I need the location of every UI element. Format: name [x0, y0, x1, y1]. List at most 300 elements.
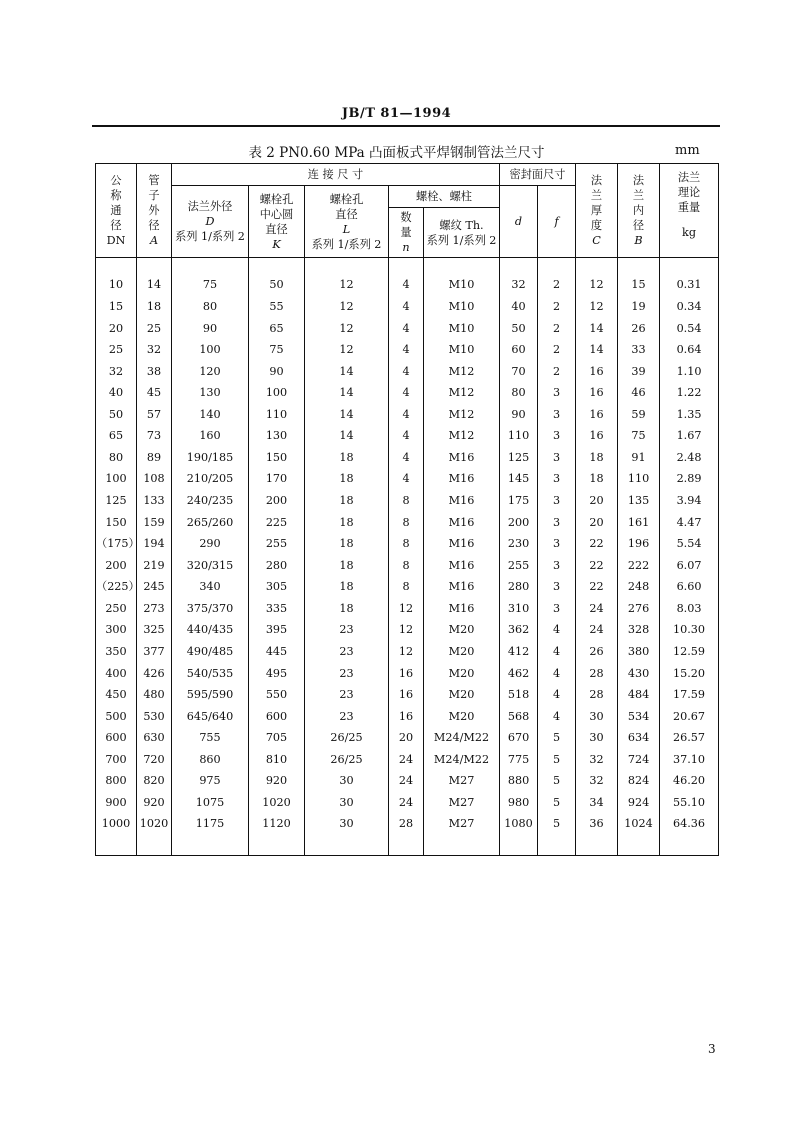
cell-weight: 46.20	[660, 770, 719, 792]
cell-bolt-count: 4	[389, 274, 424, 296]
cell-bore: 91	[618, 447, 660, 469]
cell-thickness: 16	[576, 382, 618, 404]
cell-bolt-hole: 26/25	[305, 727, 389, 749]
cell-flange-od: 130	[172, 382, 249, 404]
header-bolt-circle-line: 螺栓孔	[259, 192, 294, 206]
cell-dn: 400	[96, 662, 137, 684]
cell-bolt-circle: 495	[249, 662, 305, 684]
table-row	[96, 770, 719, 792]
cell-seal-d: 125	[500, 447, 538, 469]
cell-seal-f: 5	[538, 727, 576, 749]
cell-dn: 700	[96, 749, 137, 771]
cell-pipe-od: 57	[137, 404, 172, 426]
cell-thickness: 16	[576, 425, 618, 447]
cell-weight: 3.94	[660, 490, 719, 512]
table-spacer-row	[96, 258, 719, 275]
cell-bore: 1024	[618, 813, 660, 835]
cell-seal-d: 775	[500, 749, 538, 771]
cell-seal-d: 280	[500, 576, 538, 598]
cell-flange-od: 755	[172, 727, 249, 749]
header-pipe-od-char: 管	[148, 174, 160, 187]
cell-bore: 39	[618, 360, 660, 382]
cell-bore: 248	[618, 576, 660, 598]
cell-bolt-circle: 445	[249, 641, 305, 663]
header-bore-char: 内	[632, 204, 645, 217]
cell-weight: 4.47	[660, 511, 719, 533]
cell-thickness: 14	[576, 317, 618, 339]
cell-flange-od: 860	[172, 749, 249, 771]
cell-dn: 100	[96, 468, 137, 490]
cell-bolt-hole: 18	[305, 554, 389, 576]
cell-flange-od: 240/235	[172, 490, 249, 512]
cell-dn: 900	[96, 792, 137, 814]
header-bolt-hole	[305, 186, 389, 258]
cell-bolt-circle: 280	[249, 554, 305, 576]
cell-seal-d: 880	[500, 770, 538, 792]
cell-bolt-hole: 14	[305, 425, 389, 447]
cell-bolt-circle: 75	[249, 339, 305, 361]
header-rule	[92, 125, 720, 127]
header-bore-symbol: B	[634, 234, 643, 247]
cell-weight: 6.07	[660, 554, 719, 576]
cell-bore: 328	[618, 619, 660, 641]
cell-bolt-count: 24	[389, 749, 424, 771]
cell-thread: M24/M22	[424, 749, 500, 771]
cell-bolt-circle: 150	[249, 447, 305, 469]
cell-bolt-hole: 18	[305, 533, 389, 555]
cell-weight: 5.54	[660, 533, 719, 555]
cell-pipe-od: 18	[137, 296, 172, 318]
header-weight-line: 理论	[677, 186, 701, 199]
cell-bolt-hole: 23	[305, 641, 389, 663]
cell-dn: （225）	[96, 576, 137, 598]
table-row	[96, 705, 719, 727]
header-seal-f: f	[538, 186, 576, 258]
cell-thread: M16	[424, 598, 500, 620]
cell-weight: 0.64	[660, 339, 719, 361]
cell-bolt-count: 4	[389, 296, 424, 318]
cell-seal-d: 90	[500, 404, 538, 426]
cell-seal-f: 4	[538, 619, 576, 641]
cell-flange-od: 375/370	[172, 598, 249, 620]
cell-thread: M16	[424, 554, 500, 576]
header-thickness-symbol: C	[592, 234, 601, 247]
page-number: 3	[708, 1042, 716, 1056]
cell-pipe-od: 25	[137, 317, 172, 339]
cell-thickness: 12	[576, 274, 618, 296]
table-row	[96, 382, 719, 404]
table-end-padding	[96, 835, 719, 856]
header-flange-od	[172, 186, 249, 258]
cell-bolt-circle: 920	[249, 770, 305, 792]
table-row	[96, 447, 719, 469]
table-row	[96, 662, 719, 684]
table-row	[96, 619, 719, 641]
cell-flange-od: 1075	[172, 792, 249, 814]
cell-pipe-od: 377	[137, 641, 172, 663]
table-row	[96, 296, 719, 318]
header-thickness-char: 厚	[590, 204, 603, 217]
table-row	[96, 490, 719, 512]
cell-bore: 75	[618, 425, 660, 447]
cell-seal-d: 462	[500, 662, 538, 684]
cell-bolt-count: 16	[389, 684, 424, 706]
cell-bolt-count: 4	[389, 339, 424, 361]
cell-bolt-count: 12	[389, 619, 424, 641]
cell-dn: 10	[96, 274, 137, 296]
cell-seal-f: 4	[538, 641, 576, 663]
cell-bolt-hole: 12	[305, 317, 389, 339]
cell-thread: M16	[424, 511, 500, 533]
cell-bolt-circle: 100	[249, 382, 305, 404]
cell-pipe-od: 426	[137, 662, 172, 684]
header-weight	[660, 164, 719, 258]
header-flange-od-series: 系列 1/系列 2	[175, 230, 245, 243]
cell-weight: 64.36	[660, 813, 719, 835]
header-thickness-char: 度	[590, 219, 603, 232]
cell-pipe-od: 14	[137, 274, 172, 296]
cell-bolt-count: 24	[389, 770, 424, 792]
header-dn-char: 公	[110, 174, 122, 187]
cell-seal-d: 60	[500, 339, 538, 361]
cell-dn: 1000	[96, 813, 137, 835]
cell-thread: M10	[424, 339, 500, 361]
header-pipe-od-char: 子	[148, 189, 160, 202]
cell-bore: 380	[618, 641, 660, 663]
cell-bolt-count: 4	[389, 404, 424, 426]
header-thickness	[576, 164, 618, 258]
cell-bolt-hole: 30	[305, 813, 389, 835]
cell-flange-od: 595/590	[172, 684, 249, 706]
cell-seal-f: 3	[538, 425, 576, 447]
cell-thread: M16	[424, 533, 500, 555]
cell-bolt-hole: 23	[305, 619, 389, 641]
cell-flange-od: 90	[172, 317, 249, 339]
cell-bolt-count: 20	[389, 727, 424, 749]
cell-dn: 15	[96, 296, 137, 318]
cell-pipe-od: 530	[137, 705, 172, 727]
header-flange-od-label: 法兰外径	[187, 200, 233, 213]
cell-thread: M12	[424, 404, 500, 426]
cell-pipe-od: 194	[137, 533, 172, 555]
cell-flange-od: 100	[172, 339, 249, 361]
cell-flange-od: 75	[172, 274, 249, 296]
unit-label: mm	[675, 143, 700, 158]
cell-bolt-circle: 50	[249, 274, 305, 296]
cell-weight: 2.89	[660, 468, 719, 490]
cell-seal-f: 3	[538, 533, 576, 555]
cell-thickness: 20	[576, 490, 618, 512]
cell-bolt-hole: 30	[305, 792, 389, 814]
cell-thread: M20	[424, 619, 500, 641]
standard-code: JB/T 81—1994	[341, 106, 452, 121]
cell-thickness: 28	[576, 662, 618, 684]
header-bore-char: 兰	[632, 189, 645, 202]
cell-flange-od: 975	[172, 770, 249, 792]
cell-weight: 20.67	[660, 705, 719, 727]
header-thread-label: 螺纹 Th.	[439, 218, 484, 232]
table-body	[96, 258, 719, 856]
table-row	[96, 576, 719, 598]
cell-dn: 80	[96, 447, 137, 469]
header-pipe-od-char: 外	[148, 204, 160, 217]
cell-flange-od: 320/315	[172, 554, 249, 576]
cell-seal-d: 145	[500, 468, 538, 490]
cell-weight: 10.30	[660, 619, 719, 641]
header-dn-char: 称	[110, 189, 122, 202]
cell-dn: 200	[96, 554, 137, 576]
cell-weight: 37.10	[660, 749, 719, 771]
header-connection: 连 接 尺 寸	[172, 164, 500, 186]
cell-thread: M10	[424, 296, 500, 318]
cell-thread: M20	[424, 641, 500, 663]
header-bore-char: 法	[632, 174, 645, 187]
cell-weight: 12.59	[660, 641, 719, 663]
cell-bolt-count: 8	[389, 511, 424, 533]
cell-weight: 6.60	[660, 576, 719, 598]
cell-weight: 26.57	[660, 727, 719, 749]
cell-seal-f: 4	[538, 662, 576, 684]
cell-dn: 125	[96, 490, 137, 512]
header-bolt-count-char: 数	[400, 211, 412, 224]
cell-flange-od: 120	[172, 360, 249, 382]
cell-seal-f: 2	[538, 296, 576, 318]
cell-thread: M27	[424, 813, 500, 835]
cell-bolt-hole: 23	[305, 684, 389, 706]
cell-weight: 0.34	[660, 296, 719, 318]
cell-thickness: 16	[576, 404, 618, 426]
cell-thickness: 32	[576, 749, 618, 771]
cell-bolt-hole: 18	[305, 598, 389, 620]
cell-thread: M12	[424, 425, 500, 447]
cell-pipe-od: 720	[137, 749, 172, 771]
cell-bore: 484	[618, 684, 660, 706]
cell-seal-f: 3	[538, 598, 576, 620]
cell-thickness: 20	[576, 511, 618, 533]
table-row	[96, 339, 719, 361]
cell-bore: 15	[618, 274, 660, 296]
cell-dn: （175）	[96, 533, 137, 555]
cell-bolt-count: 4	[389, 382, 424, 404]
cell-thread: M12	[424, 382, 500, 404]
cell-bore: 824	[618, 770, 660, 792]
cell-dn: 20	[96, 317, 137, 339]
cell-bore: 222	[618, 554, 660, 576]
cell-thread: M16	[424, 576, 500, 598]
header-bolts: 螺栓、螺柱	[389, 186, 500, 208]
cell-seal-f: 5	[538, 813, 576, 835]
cell-pipe-od: 273	[137, 598, 172, 620]
cell-pipe-od: 159	[137, 511, 172, 533]
table-row	[96, 792, 719, 814]
cell-weight: 2.48	[660, 447, 719, 469]
cell-weight: 15.20	[660, 662, 719, 684]
cell-bolt-circle: 200	[249, 490, 305, 512]
cell-thickness: 22	[576, 554, 618, 576]
header-bolt-hole-symbol: L	[342, 222, 351, 236]
cell-thickness: 14	[576, 339, 618, 361]
cell-bolt-circle: 65	[249, 317, 305, 339]
cell-thickness: 24	[576, 598, 618, 620]
header-seal-d: d	[500, 186, 538, 258]
cell-bolt-circle: 130	[249, 425, 305, 447]
table-row	[96, 425, 719, 447]
cell-bolt-count: 4	[389, 468, 424, 490]
cell-pipe-od: 73	[137, 425, 172, 447]
cell-weight: 55.10	[660, 792, 719, 814]
cell-pipe-od: 133	[137, 490, 172, 512]
cell-bolt-circle: 600	[249, 705, 305, 727]
cell-dn: 350	[96, 641, 137, 663]
cell-bore: 33	[618, 339, 660, 361]
table-row	[96, 274, 719, 296]
cell-pipe-od: 219	[137, 554, 172, 576]
cell-bolt-circle: 55	[249, 296, 305, 318]
cell-weight: 17.59	[660, 684, 719, 706]
cell-thread: M20	[424, 684, 500, 706]
cell-thickness: 18	[576, 447, 618, 469]
cell-seal-f: 5	[538, 792, 576, 814]
cell-bolt-hole: 14	[305, 382, 389, 404]
cell-seal-f: 3	[538, 468, 576, 490]
header-bolt-hole-series: 系列 1/系列 2	[311, 237, 382, 251]
table-row	[96, 727, 719, 749]
cell-bolt-hole: 14	[305, 404, 389, 426]
header-bolt-count-symbol: n	[402, 241, 410, 254]
cell-bore: 46	[618, 382, 660, 404]
cell-bore: 634	[618, 727, 660, 749]
cell-thickness: 16	[576, 360, 618, 382]
cell-bolt-hole: 23	[305, 662, 389, 684]
cell-seal-f: 5	[538, 749, 576, 771]
cell-dn: 450	[96, 684, 137, 706]
cell-bore: 924	[618, 792, 660, 814]
header-bolt-circle-line: 中心圆	[259, 207, 294, 221]
cell-bolt-count: 28	[389, 813, 424, 835]
cell-flange-od: 190/185	[172, 447, 249, 469]
cell-thread: M20	[424, 705, 500, 727]
cell-thread: M24/M22	[424, 727, 500, 749]
header-thread	[424, 208, 500, 258]
cell-bolt-circle: 705	[249, 727, 305, 749]
cell-seal-d: 110	[500, 425, 538, 447]
cell-bolt-circle: 335	[249, 598, 305, 620]
cell-seal-d: 230	[500, 533, 538, 555]
cell-flange-od: 265/260	[172, 511, 249, 533]
cell-thread: M27	[424, 792, 500, 814]
cell-dn: 32	[96, 360, 137, 382]
cell-thickness: 28	[576, 684, 618, 706]
cell-pipe-od: 108	[137, 468, 172, 490]
cell-bolt-hole: 30	[305, 770, 389, 792]
header-bolt-hole-sub: 直径	[335, 207, 358, 221]
cell-dn: 800	[96, 770, 137, 792]
cell-flange-od: 490/485	[172, 641, 249, 663]
cell-seal-f: 2	[538, 339, 576, 361]
table-row	[96, 598, 719, 620]
cell-pipe-od: 325	[137, 619, 172, 641]
cell-pipe-od: 245	[137, 576, 172, 598]
cell-dn: 40	[96, 382, 137, 404]
cell-bore: 161	[618, 511, 660, 533]
cell-pipe-od: 480	[137, 684, 172, 706]
cell-bolt-count: 4	[389, 425, 424, 447]
cell-bore: 59	[618, 404, 660, 426]
cell-seal-d: 568	[500, 705, 538, 727]
cell-bolt-hole: 26/25	[305, 749, 389, 771]
cell-bore: 19	[618, 296, 660, 318]
cell-flange-od: 645/640	[172, 705, 249, 727]
cell-seal-d: 200	[500, 511, 538, 533]
header-bore	[618, 164, 660, 258]
cell-thickness: 32	[576, 770, 618, 792]
header-dn	[96, 164, 137, 258]
cell-dn: 25	[96, 339, 137, 361]
cell-seal-f: 4	[538, 684, 576, 706]
cell-bolt-circle: 1020	[249, 792, 305, 814]
cell-bolt-count: 8	[389, 576, 424, 598]
cell-thickness: 36	[576, 813, 618, 835]
cell-seal-f: 3	[538, 382, 576, 404]
cell-bolt-circle: 810	[249, 749, 305, 771]
table-caption: 表 2 PN0.60 MPa 凸面板式平焊钢制管法兰尺寸	[248, 145, 545, 161]
cell-bolt-hole: 23	[305, 705, 389, 727]
cell-flange-od: 210/205	[172, 468, 249, 490]
cell-pipe-od: 89	[137, 447, 172, 469]
cell-flange-od: 290	[172, 533, 249, 555]
cell-seal-f: 2	[538, 360, 576, 382]
cell-pipe-od: 38	[137, 360, 172, 382]
cell-weight: 1.35	[660, 404, 719, 426]
cell-bore: 135	[618, 490, 660, 512]
cell-flange-od: 340	[172, 576, 249, 598]
cell-dn: 50	[96, 404, 137, 426]
cell-bolt-hole: 12	[305, 274, 389, 296]
cell-dn: 300	[96, 619, 137, 641]
cell-bolt-count: 16	[389, 705, 424, 727]
cell-thickness: 18	[576, 468, 618, 490]
cell-thickness: 26	[576, 641, 618, 663]
cell-seal-f: 3	[538, 554, 576, 576]
cell-thickness: 12	[576, 296, 618, 318]
table-row	[96, 317, 719, 339]
cell-seal-f: 3	[538, 490, 576, 512]
header-bolt-count-char: 量	[400, 226, 412, 239]
cell-bolt-count: 24	[389, 792, 424, 814]
cell-seal-f: 2	[538, 317, 576, 339]
header-pipe-od-char: 径	[148, 219, 160, 232]
header-weight-unit: kg	[682, 226, 696, 239]
cell-bolt-circle: 255	[249, 533, 305, 555]
table-row	[96, 684, 719, 706]
cell-seal-d: 70	[500, 360, 538, 382]
cell-thickness: 24	[576, 619, 618, 641]
cell-thread: M27	[424, 770, 500, 792]
header-bolt-hole-label: 螺栓孔	[329, 192, 364, 206]
cell-weight: 8.03	[660, 598, 719, 620]
cell-bore: 724	[618, 749, 660, 771]
cell-bolt-circle: 305	[249, 576, 305, 598]
cell-seal-f: 5	[538, 770, 576, 792]
cell-seal-d: 50	[500, 317, 538, 339]
cell-pipe-od: 1020	[137, 813, 172, 835]
cell-bore: 534	[618, 705, 660, 727]
cell-bore: 430	[618, 662, 660, 684]
cell-weight: 0.31	[660, 274, 719, 296]
header-thread-series: 系列 1/系列 2	[426, 233, 497, 247]
table-row	[96, 360, 719, 382]
header-pipe-od	[137, 164, 172, 258]
